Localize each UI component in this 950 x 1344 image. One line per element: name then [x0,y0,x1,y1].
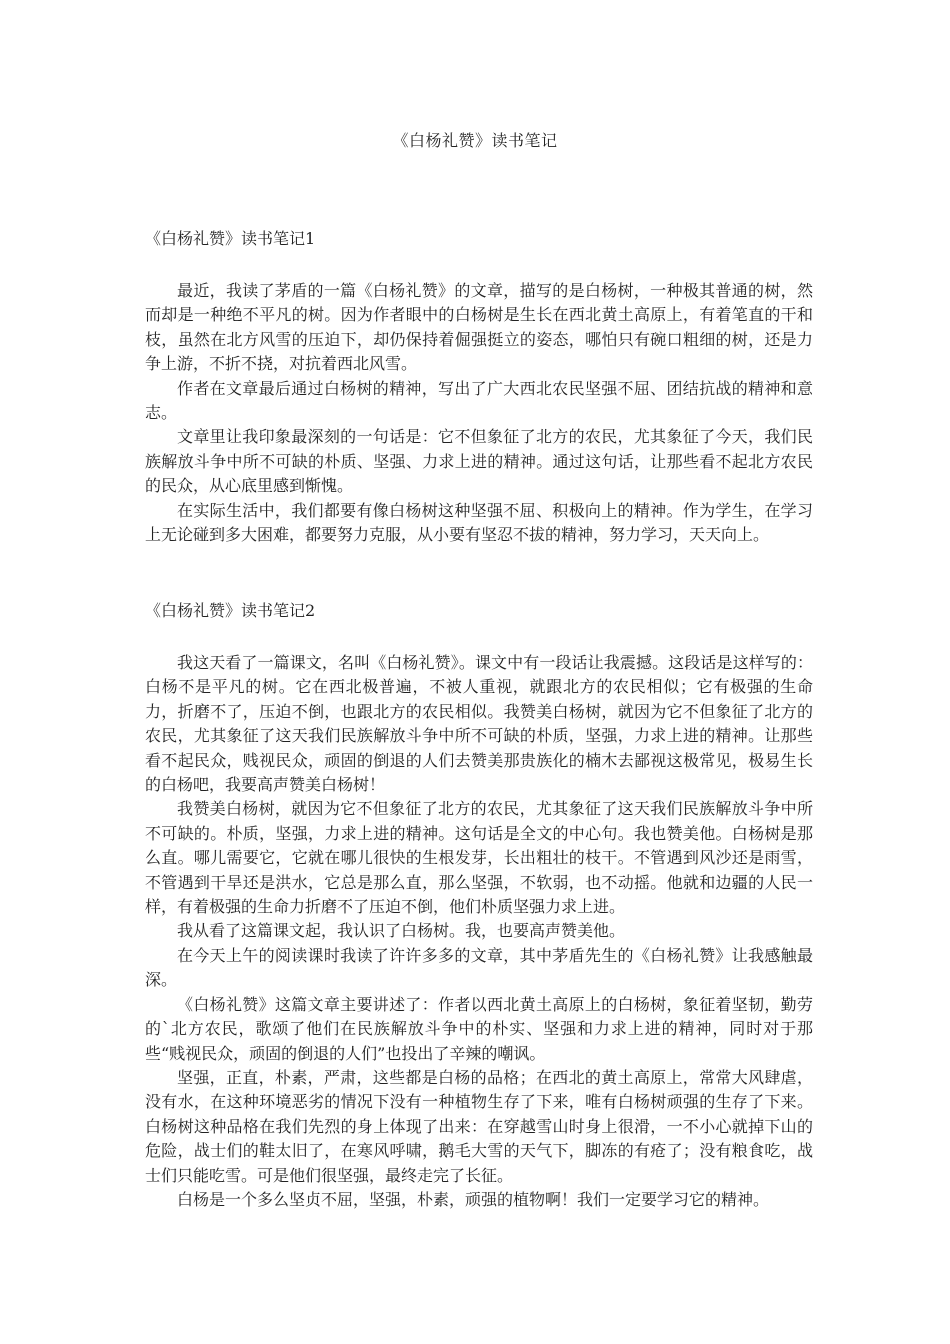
paragraph: 最近，我读了茅盾的一篇《白杨礼赞》的文章，描写的是白杨树，一种极其普通的树，然而却是一种绝不平凡的树。因为作者眼中的白杨树是生长在西北黄土高原上，有着笔直的干和枝，虽然在北方风雪的压迫下，却仍保持着倔强挺立的姿态，哪怕只有碗口粗细的树，还是力争上游，不折不挠，对抗着西北风雪。 [145,281,813,374]
paragraph: 我从看了这篇课文起，我认识了白杨树。我，也要高声赞美他。 [177,921,626,941]
section-body [145,651,813,1212]
paragraph: 文章里让我印象最深刻的一句话是：它不但象征了北方的农民，尤其象征了今天，我们民族解放斗争中所不可缺的朴质、坚强、力求上进的精神。通过这句话，让那些看不起北方农民的民众，从心底里感到惭愧。 [145,427,813,496]
section-1 [145,227,813,547]
section-heading: 《白杨礼赞》读书笔记2 [145,601,316,620]
paragraph: 坚强，正直，朴素，严肃，这些都是白杨的品格；在西北的黄土高原上，常常大风肆虐，没有水，在这种环境恶劣的情况下没有一种植物生存了下来，唯有白杨树顽强的生存了下来。白杨树这种品格在我们先烈的身上体现了出来：在穿越雪山时身上很滑，一不小心就掉下山的危险，战士们的鞋太旧了，在寒风呼啸，鹅毛大雪的天气下，脚冻的有疮了；没有粮食吃，战士们只能吃雪。可是他们很坚强，最终走完了长征。 [145,1067,813,1185]
paragraph: 在实际生活中，我们都要有像白杨树这种坚强不屈、积极向上的精神。作为学生，在学习上无论碰到多大困难，都要努力克服，从小要有坚忍不拔的精神，努力学习，天天向上。 [145,500,813,545]
paragraph: 白杨是一个多么坚贞不屈，坚强，朴素，顽强的植物啊！我们一定要学习它的精神。 [177,1189,770,1209]
section-body [145,279,813,547]
paragraph: 我这天看了一篇课文，名叫《白杨礼赞》。课文中有一段话让我震撼。这段话是这样写的：白杨不是平凡的树。它在西北极普遍，不被人重视，就跟北方的农民相似；它有极强的生命力，折磨不了，压迫不倒，也跟北方的农民相似。我赞美白杨树，就因为它不但象征了北方的农民，尤其象征了这天我们民族解放斗争中所不可缺的朴质，坚强，力求上进的精神。让那些看不起民众，贱视民众，顽固的倒退的人们去赞美那贵族化的楠木去鄙视这极常见，极易生长的白杨吧，我要高声赞美白杨树！ [145,653,813,795]
document-title: 《白杨礼赞》读书笔记 [392,131,558,150]
paragraph: 作者在文章最后通过白杨树的精神，写出了广大西北农民坚强不屈、团结抗战的精神和意志。 [145,378,813,423]
paragraph: 在今天上午的阅读课时我读了许许多多的文章，其中茅盾先生的《白杨礼赞》让我感触最深。 [145,945,813,990]
section-2 [145,599,813,1212]
paragraph: 我赞美白杨树，就因为它不但象征了北方的农民，尤其象征了这天我们民族解放斗争中所不可缺的。朴质，坚强，力求上进的精神。这句话是全文的中心句。我也赞美他。白杨树是那么直。哪儿需要它，它就在哪儿很快的生根发芽，长出粗壮的枝干。不管遇到风沙还是雨雪，不管遇到干旱还是洪水，它总是那么直，那么坚强，不软弱，也不动摇。他就和边疆的人民一样，有着极强的生命力折磨不了压迫不倒，他们朴质坚强力求上进。 [145,799,813,917]
section-heading: 《白杨礼赞》读书笔记1 [145,229,316,248]
paragraph: 《白杨礼赞》这篇文章主要讲述了：作者以西北黄土高原上的白杨树，象征着坚韧，勤劳的`北方农民，歌颂了他们在民族解放斗争中的朴实、坚强和力求上进的精神，同时对于那些“贱视民众，顽固的倒退的人们”也投出了辛辣的嘲讽。 [145,994,813,1063]
